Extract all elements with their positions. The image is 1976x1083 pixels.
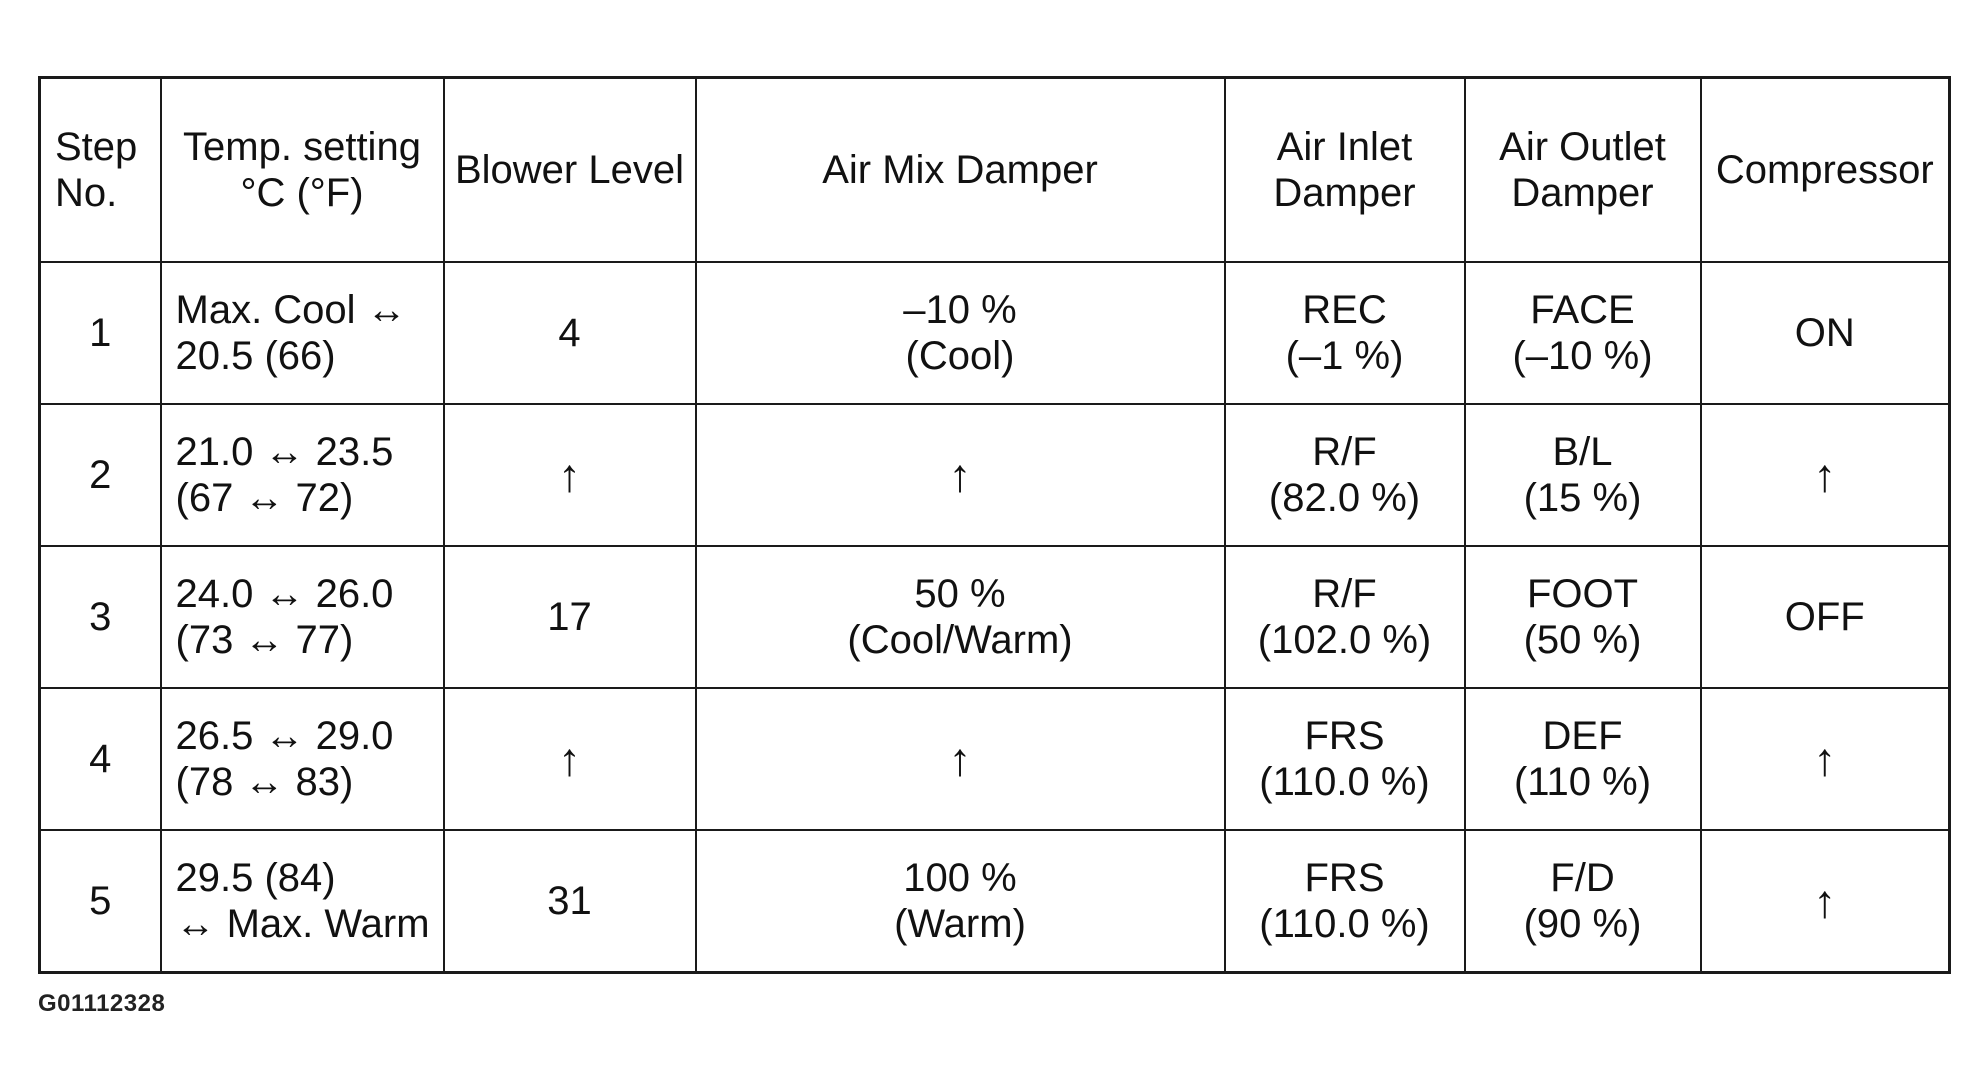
cell-temp-setting	[161, 830, 444, 973]
cell-step	[40, 830, 161, 973]
cell-step	[40, 404, 161, 546]
header-row	[40, 78, 1950, 263]
cell-air-outlet-damper-line: FACE	[1530, 288, 1635, 332]
cell-air-outlet-damper-line: DEF	[1542, 714, 1623, 758]
cell-temp-setting-line: 26.5 ↔ 29.0	[175, 714, 394, 758]
cell-air-inlet-damper	[1225, 404, 1465, 546]
cell-air-mix-damper	[696, 404, 1225, 546]
cell-temp-setting-line: 21.0 ↔ 23.5	[175, 430, 394, 474]
cell-compressor-value: ↑	[1813, 449, 1837, 501]
cell-air-outlet-damper	[1465, 688, 1701, 830]
cell-step-value: 4	[89, 737, 112, 781]
cell-step	[40, 546, 161, 688]
cell-air-outlet-damper	[1465, 262, 1701, 404]
damper-spec-table	[38, 76, 1951, 974]
figure-id: G01112328	[38, 990, 166, 1017]
cell-air-outlet-damper-line: (90 %)	[1523, 902, 1642, 946]
cell-air-mix-damper-line: –10 %	[903, 288, 1017, 332]
cell-compressor-value: OFF	[1784, 595, 1865, 639]
cell-step	[40, 688, 161, 830]
cell-temp-setting-line: (67 ↔ 72)	[175, 476, 354, 520]
cell-blower-level	[444, 688, 696, 830]
cell-air-inlet-damper-line: (102.0 %)	[1257, 618, 1432, 662]
cell-air-mix-damper-line: (Warm)	[894, 902, 1026, 946]
header-temp-setting: Temp. setting °C (°F)	[161, 78, 444, 263]
cell-air-inlet-damper-line: (110.0 %)	[1259, 902, 1430, 946]
cell-compressor-value: ↑	[1813, 875, 1837, 927]
cell-air-inlet-damper-line: FRS	[1304, 714, 1385, 758]
cell-blower-level	[444, 546, 696, 688]
cell-temp-setting-line: ↔ Max. Warm	[175, 902, 430, 946]
cell-air-inlet-damper-line: R/F	[1312, 572, 1377, 616]
cell-blower-level-value: ↑	[558, 733, 581, 785]
cell-air-inlet-damper-line: FRS	[1304, 856, 1385, 900]
cell-air-inlet-damper	[1225, 688, 1465, 830]
cell-step-value: 5	[89, 879, 112, 923]
cell-temp-setting	[161, 546, 444, 688]
header-air-outlet-damper: Air Outlet Damper	[1465, 78, 1701, 263]
cell-temp-setting	[161, 688, 444, 830]
cell-blower-level-value: 4	[558, 311, 581, 355]
cell-blower-level-value: 31	[547, 879, 592, 923]
cell-air-inlet-damper-line: (–1 %)	[1285, 334, 1404, 378]
cell-temp-setting-line: (73 ↔ 77)	[175, 618, 354, 662]
cell-air-inlet-damper-line: (110.0 %)	[1259, 760, 1430, 804]
cell-air-inlet-damper	[1225, 546, 1465, 688]
cell-air-mix-damper-line: ↑	[948, 449, 972, 501]
header-air-mix-damper: Air Mix Damper	[696, 78, 1225, 263]
cell-compressor-value: ON	[1794, 311, 1855, 355]
cell-blower-level	[444, 262, 696, 404]
cell-blower-level-value: ↑	[558, 449, 581, 501]
cell-step-value: 3	[89, 595, 112, 639]
cell-blower-level	[444, 830, 696, 973]
cell-air-mix-damper	[696, 830, 1225, 973]
header-air-inlet-damper: Air Inlet Damper	[1225, 78, 1465, 263]
table-row	[40, 262, 1950, 404]
cell-air-outlet-damper-line: F/D	[1550, 856, 1615, 900]
cell-air-inlet-damper-line: R/F	[1312, 430, 1377, 474]
cell-air-outlet-damper-line: FOOT	[1526, 572, 1639, 616]
table-row	[40, 688, 1950, 830]
cell-air-mix-damper-line: (Cool)	[905, 334, 1015, 378]
table-row	[40, 404, 1950, 546]
cell-compressor	[1701, 546, 1950, 688]
cell-compressor	[1701, 404, 1950, 546]
cell-air-inlet-damper	[1225, 262, 1465, 404]
cell-step-value: 1	[89, 311, 112, 355]
cell-air-mix-damper	[696, 262, 1225, 404]
cell-temp-setting-line: 29.5 (84)	[175, 856, 336, 900]
cell-air-inlet-damper	[1225, 830, 1465, 973]
header-compressor: Compressor	[1701, 78, 1950, 263]
table-row	[40, 546, 1950, 688]
cell-temp-setting-line: (78 ↔ 83)	[175, 760, 354, 804]
cell-air-outlet-damper-line: B/L	[1552, 430, 1613, 474]
cell-air-inlet-damper-line: REC	[1302, 288, 1387, 332]
cell-air-mix-damper	[696, 688, 1225, 830]
cell-air-mix-damper-line: 100 %	[903, 856, 1017, 900]
cell-compressor-value: ↑	[1813, 733, 1837, 785]
cell-temp-setting-line: 24.0 ↔ 26.0	[175, 572, 394, 616]
cell-temp-setting-line: 20.5 (66)	[175, 334, 336, 378]
cell-air-outlet-damper-line: (–10 %)	[1512, 334, 1653, 378]
damper-spec-table-wrapper	[38, 76, 1948, 964]
header-step-no: Step No.	[40, 78, 161, 263]
cell-air-mix-damper-line: ↑	[948, 733, 972, 785]
cell-air-outlet-damper	[1465, 830, 1701, 973]
cell-temp-setting	[161, 262, 444, 404]
cell-air-outlet-damper	[1465, 546, 1701, 688]
cell-air-mix-damper	[696, 546, 1225, 688]
cell-air-inlet-damper-line: (82.0 %)	[1268, 476, 1421, 520]
cell-air-outlet-damper-line: (50 %)	[1523, 618, 1642, 662]
cell-air-outlet-damper	[1465, 404, 1701, 546]
cell-air-mix-damper-line: 50 %	[914, 572, 1006, 616]
cell-compressor	[1701, 830, 1950, 973]
cell-temp-setting	[161, 404, 444, 546]
cell-compressor	[1701, 688, 1950, 830]
cell-air-outlet-damper-line: (110 %)	[1513, 760, 1652, 804]
cell-step	[40, 262, 161, 404]
cell-air-outlet-damper-line: (15 %)	[1523, 476, 1642, 520]
cell-blower-level	[444, 404, 696, 546]
cell-step-value: 2	[89, 453, 112, 497]
table-row	[40, 830, 1950, 973]
cell-air-mix-damper-line: (Cool/Warm)	[847, 618, 1073, 662]
table-body	[40, 262, 1950, 973]
cell-blower-level-value: 17	[547, 595, 592, 639]
cell-temp-setting-line: Max. Cool ↔	[175, 288, 407, 332]
header-blower-level: Blower Level	[444, 78, 696, 263]
cell-compressor	[1701, 262, 1950, 404]
